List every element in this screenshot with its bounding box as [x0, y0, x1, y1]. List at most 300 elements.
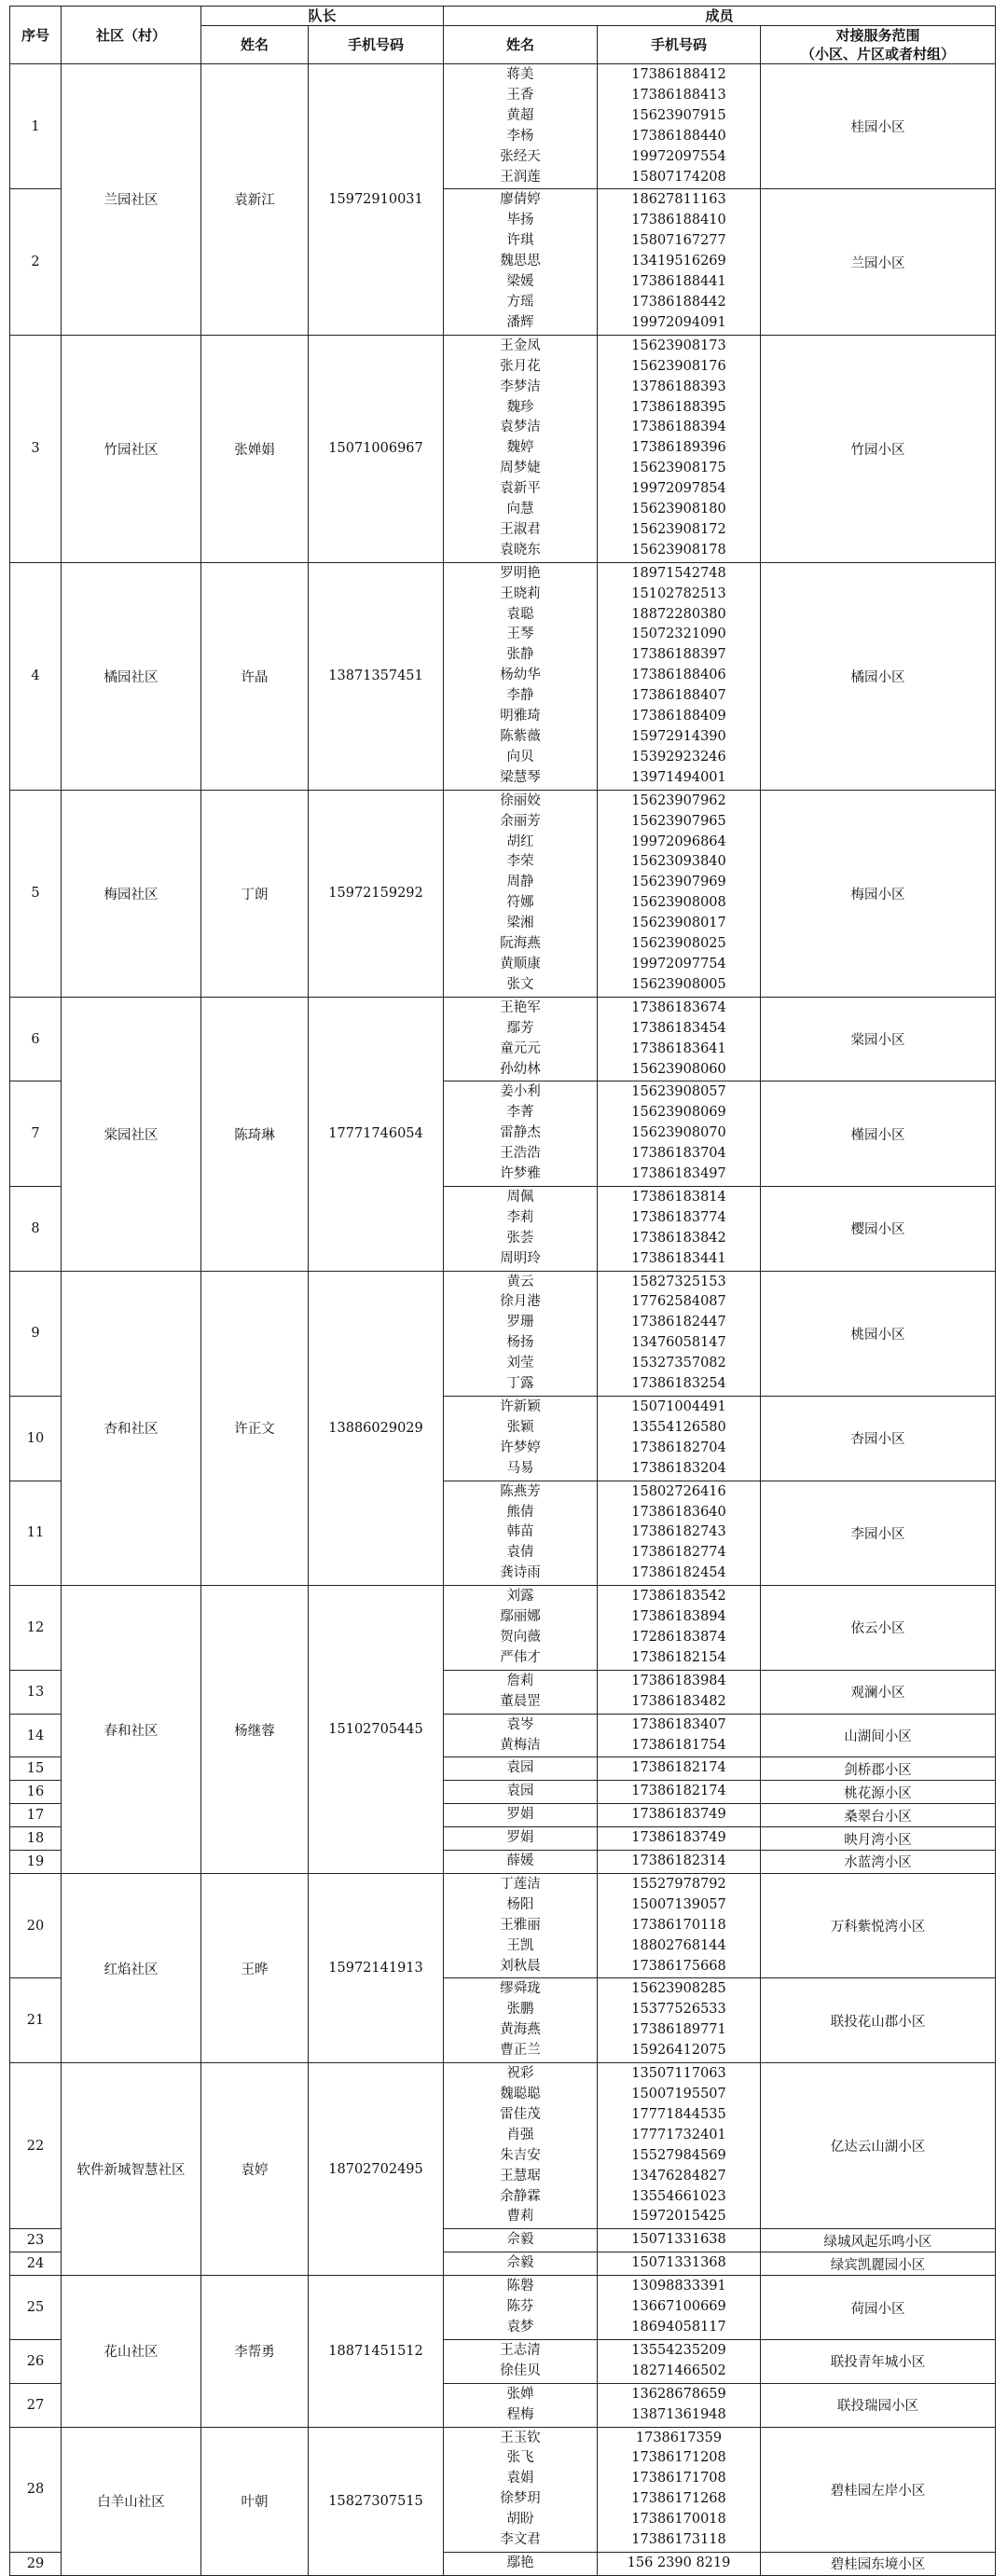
community-cell: 白羊山社区	[62, 2427, 201, 2575]
header-member-name: 姓名	[444, 26, 598, 64]
seq-cell: 26	[10, 2339, 62, 2383]
scope-cell: 桑翠台小区	[761, 1804, 996, 1827]
member-phone: 19972097554	[631, 148, 726, 164]
member-name: 严伟才	[500, 1649, 541, 1665]
member-phone: 17386183640	[631, 1504, 726, 1520]
member-phones	[598, 1873, 761, 1978]
member-phone: 13507117063	[631, 2066, 726, 2082]
member-phones	[598, 1714, 761, 1757]
member-name: 杨阳	[506, 1896, 534, 1912]
member-names	[444, 1081, 598, 1187]
member-name: 王琴	[506, 627, 534, 642]
member-phone: 13628678659	[631, 2386, 726, 2402]
member-phone: 17386183407	[631, 1716, 726, 1732]
member-name: 缪舜珑	[500, 1981, 541, 1997]
community-cell: 竹园社区	[62, 335, 201, 562]
member-phones	[598, 1481, 761, 1586]
member-name: 余静霖	[500, 2188, 541, 2204]
member-name: 王晓莉	[500, 585, 541, 601]
member-phone: 15623907915	[631, 107, 726, 123]
member-name: 王凯	[506, 1937, 534, 1953]
captain-name-cell: 杨继蓉	[201, 1586, 309, 1874]
member-name: 许新颖	[500, 1399, 541, 1414]
member-phones	[598, 1271, 761, 1396]
member-name: 周静	[506, 875, 534, 890]
member-phone: 13476058147	[631, 1335, 726, 1351]
member-name: 符娜	[506, 895, 534, 911]
member-phone: 17386183842	[631, 1230, 726, 1246]
member-name: 刘露	[506, 1589, 534, 1605]
member-phone: 18802768144	[631, 1937, 726, 1953]
captain-name-cell: 丁朗	[201, 790, 309, 997]
member-name: 毕扬	[506, 213, 534, 228]
member-name: 李杨	[506, 128, 534, 144]
member-names	[444, 1804, 598, 1827]
member-name: 许梦雅	[500, 1166, 541, 1182]
member-name: 方瑶	[506, 294, 534, 310]
member-name: 袁岑	[506, 1716, 534, 1732]
member-name: 蒋美	[506, 67, 534, 82]
member-names	[444, 1757, 598, 1781]
member-phones	[598, 2063, 761, 2229]
member-phone: 15623908180	[631, 502, 726, 517]
scope-cell: 樱园小区	[761, 1186, 996, 1271]
member-phone: 15926412075	[631, 2043, 726, 2059]
member-name: 刘莹	[506, 1356, 534, 1371]
captain-name-cell: 叶朝	[201, 2427, 309, 2575]
member-phone: 17386188413	[631, 87, 726, 103]
member-name: 袁聪	[506, 606, 534, 622]
captain-name-cell: 许正文	[201, 1271, 309, 1586]
member-phone: 17771844535	[631, 2106, 726, 2122]
member-phone: 15623908017	[631, 916, 726, 931]
member-names	[444, 1586, 598, 1671]
member-phone: 17386188394	[631, 420, 726, 435]
member-name: 黄云	[506, 1274, 534, 1289]
member-phones	[598, 2383, 761, 2427]
member-names	[444, 2383, 598, 2427]
seq-cell: 22	[10, 2063, 62, 2229]
member-name: 王雅丽	[500, 1917, 541, 1933]
member-name: 向慧	[506, 502, 534, 517]
member-phone: 17386183441	[631, 1250, 726, 1266]
member-names	[444, 2252, 598, 2276]
member-phone: 19972094091	[631, 314, 726, 330]
member-name: 詹莉	[506, 1673, 534, 1688]
member-name: 王香	[506, 87, 534, 103]
member-names	[444, 1851, 598, 1874]
member-name: 袁梦	[506, 2319, 534, 2335]
member-name: 徐丽姣	[500, 792, 541, 808]
member-name: 余丽芳	[500, 813, 541, 829]
member-name: 李梦洁	[500, 379, 541, 394]
seq-cell: 4	[10, 562, 62, 790]
member-name: 袁园	[506, 1784, 534, 1799]
member-name: 张飞	[506, 2450, 534, 2466]
member-names	[444, 1481, 598, 1586]
member-phone: 17386188395	[631, 399, 726, 415]
member-names	[444, 1670, 598, 1714]
scope-cell: 梅园小区	[761, 790, 996, 997]
member-name: 佘毅	[506, 2255, 534, 2271]
member-name: 韩苗	[506, 1524, 534, 1540]
member-name: 李菁	[506, 1105, 534, 1121]
member-phone: 15972015425	[631, 2209, 726, 2225]
captain-name-cell: 李帮勇	[201, 2276, 309, 2427]
member-phone: 17386183894	[631, 1609, 726, 1625]
seq-cell: 25	[10, 2276, 62, 2340]
header-captain: 队长	[201, 7, 444, 26]
member-phone: 17386183814	[631, 1189, 726, 1205]
scope-cell: 橘园小区	[761, 562, 996, 790]
member-name: 袁梦洁	[500, 420, 541, 435]
member-name: 董晨罡	[500, 1693, 541, 1709]
member-phone: 17386183454	[631, 1020, 726, 1036]
scope-cell: 联投瑞园小区	[761, 2383, 996, 2427]
community-cell: 软件新城智慧社区	[62, 2063, 201, 2276]
member-phones	[598, 1978, 761, 2063]
member-phone: 15392923246	[631, 749, 726, 765]
community-cell: 花山社区	[62, 2276, 201, 2427]
seq-cell: 14	[10, 1714, 62, 1757]
member-name: 罗娟	[506, 1807, 534, 1823]
seq-cell: 20	[10, 1873, 62, 1978]
member-phone: 17386188406	[631, 668, 726, 683]
member-phone: 17386188397	[631, 647, 726, 663]
member-name: 阮海燕	[500, 936, 541, 952]
member-name: 童元元	[500, 1040, 541, 1056]
member-phone: 17386173118	[631, 2532, 726, 2548]
member-name: 袁倩	[506, 1545, 534, 1561]
member-name: 向贝	[506, 749, 534, 765]
captain-phone-cell: 15972910031	[309, 64, 444, 336]
captain-name-cell: 袁新江	[201, 64, 309, 336]
seq-cell: 21	[10, 1978, 62, 2063]
scope-cell: 联投青年城小区	[761, 2339, 996, 2383]
member-phone: 15071331368	[631, 2255, 726, 2271]
member-name: 鄢芳	[506, 1020, 534, 1036]
scope-cell: 兰园小区	[761, 189, 996, 335]
member-names	[444, 1873, 598, 1978]
member-phone: 15802726416	[631, 1483, 726, 1499]
member-name: 王志清	[500, 2342, 541, 2358]
captain-name-cell: 许晶	[201, 562, 309, 790]
member-name: 张颖	[506, 1419, 534, 1435]
scope-cell: 映月湾小区	[761, 1827, 996, 1851]
member-name: 王淑君	[500, 521, 541, 537]
member-phones	[598, 335, 761, 562]
member-phone: 17286183874	[631, 1629, 726, 1645]
member-name: 王浩浩	[500, 1146, 541, 1162]
scope-cell: 槿园小区	[761, 1081, 996, 1187]
member-names	[444, 1186, 598, 1271]
member-name: 魏聪聪	[500, 2087, 541, 2101]
table-row	[10, 1586, 996, 1671]
member-phone: 15007195507	[631, 2087, 726, 2101]
table-row	[10, 335, 996, 562]
community-cell: 红焰社区	[62, 1873, 201, 2062]
member-name: 杨扬	[506, 1335, 534, 1351]
member-phone: 17386170118	[631, 1917, 726, 1933]
member-phone: 17386183641	[631, 1040, 726, 1056]
member-phone: 18271466502	[631, 2362, 726, 2378]
member-name: 孙幼林	[500, 1061, 541, 1077]
member-names	[444, 2339, 598, 2383]
seq-cell: 19	[10, 1851, 62, 1874]
member-phones	[598, 1827, 761, 1851]
member-phones	[598, 1781, 761, 1804]
member-names	[444, 2427, 598, 2552]
member-phone: 15623907965	[631, 813, 726, 829]
member-phone: 15623908060	[631, 1061, 726, 1077]
member-name: 梁慧琴	[500, 769, 541, 785]
member-name: 李文君	[500, 2532, 541, 2548]
member-phone: 15623907962	[631, 792, 726, 808]
member-name: 丁露	[506, 1376, 534, 1392]
captain-phone-cell: 15102705445	[309, 1586, 444, 1874]
member-phone: 17386183749	[631, 1830, 726, 1846]
member-phones	[598, 562, 761, 790]
member-phone: 17386171268	[631, 2491, 726, 2507]
member-names	[444, 189, 598, 335]
member-phones	[598, 1851, 761, 1874]
member-name: 廖倩婷	[500, 192, 541, 208]
captain-phone-cell: 15827307515	[309, 2427, 444, 2575]
scope-cell: 万科紫悦湾小区	[761, 1873, 996, 1978]
scope-cell: 水蓝湾小区	[761, 1851, 996, 1874]
community-cell: 春和社区	[62, 1586, 201, 1874]
member-names	[444, 2063, 598, 2229]
member-phone: 15623093840	[631, 854, 726, 870]
member-names	[444, 2229, 598, 2252]
member-phones	[598, 2276, 761, 2340]
member-phones	[598, 1586, 761, 1671]
member-phone: 13476284827	[631, 2168, 726, 2183]
scope-cell: 碧桂园东境小区	[761, 2552, 996, 2575]
member-names	[444, 1827, 598, 1851]
member-name: 李莉	[506, 1209, 534, 1225]
member-name: 徐佳贝	[500, 2362, 541, 2378]
service-team-table	[9, 6, 996, 2576]
member-name: 周梦婕	[500, 461, 541, 476]
table-row	[10, 2063, 996, 2229]
member-phone: 15007139057	[631, 1896, 726, 1912]
member-phone: 13419516269	[631, 254, 726, 269]
member-name: 黄梅洁	[500, 1737, 541, 1753]
seq-cell: 13	[10, 1670, 62, 1714]
member-phone: 15623908057	[631, 1084, 726, 1100]
member-name: 黄顺康	[500, 956, 541, 971]
member-name: 贺向薇	[500, 1629, 541, 1645]
member-name: 胡红	[506, 833, 534, 849]
member-phone: 19972096864	[631, 833, 726, 849]
scope-cell: 绿宾凯麗园小区	[761, 2252, 996, 2276]
header-scope: 对接服务范围 （小区、片区或者村组）	[761, 26, 996, 64]
member-phones	[598, 1670, 761, 1714]
member-phone: 17386183774	[631, 1209, 726, 1225]
member-phone: 17386188410	[631, 213, 726, 228]
member-phone: 15527978792	[631, 1876, 726, 1892]
member-phone: 15071331638	[631, 2232, 726, 2248]
table-row	[10, 1271, 996, 1396]
seq-cell: 28	[10, 2427, 62, 2552]
captain-phone-cell: 15972159292	[309, 790, 444, 997]
member-name: 雷佳茂	[500, 2106, 541, 2122]
member-phone: 17386183674	[631, 999, 726, 1015]
member-name: 梁湘	[506, 916, 534, 931]
member-phone: 15807167277	[631, 233, 726, 249]
member-phone: 15623907969	[631, 875, 726, 890]
member-phone: 15623908173	[631, 337, 726, 353]
member-names	[444, 790, 598, 997]
member-name: 潘辉	[506, 314, 534, 330]
member-phone: 18627811163	[631, 192, 726, 208]
member-phone: 17386182704	[631, 1440, 726, 1455]
member-phone: 17386182154	[631, 1649, 726, 1665]
member-names	[444, 1714, 598, 1757]
header-captain-phone: 手机号码	[309, 26, 444, 64]
member-name: 曹正兰	[500, 2043, 541, 2059]
member-phone: 17386182174	[631, 1784, 726, 1799]
member-name: 明雅琦	[500, 709, 541, 724]
member-name: 张荟	[506, 1230, 534, 1246]
member-name: 张静	[506, 647, 534, 663]
member-phone: 13554235209	[631, 2342, 726, 2358]
member-phone: 15623908025	[631, 936, 726, 952]
member-names	[444, 1978, 598, 2063]
scope-cell: 李园小区	[761, 1481, 996, 1586]
member-phones	[598, 2552, 761, 2575]
member-phone: 15827325153	[631, 1274, 726, 1289]
member-phones	[598, 1081, 761, 1187]
scope-cell: 依云小区	[761, 1586, 996, 1671]
table-row	[10, 2427, 996, 2552]
member-name: 雷静杰	[500, 1125, 541, 1141]
member-name: 朱吉安	[500, 2147, 541, 2163]
header-captain-name: 姓名	[201, 26, 309, 64]
member-name: 袁晓东	[500, 542, 541, 558]
member-phone: 17386170018	[631, 2512, 726, 2528]
seq-cell: 1	[10, 64, 62, 189]
member-name: 罗娟	[506, 1830, 534, 1846]
member-phones	[598, 2252, 761, 2276]
member-phone: 17386171708	[631, 2471, 726, 2486]
member-name: 陈芬	[506, 2299, 534, 2315]
member-name: 张经天	[500, 148, 541, 164]
member-phone: 15623908172	[631, 521, 726, 537]
captain-name-cell: 张婵娟	[201, 335, 309, 562]
member-phone: 17386182314	[631, 1853, 726, 1869]
member-phone: 17386182454	[631, 1565, 726, 1581]
scope-cell: 亿达云山湖小区	[761, 2063, 996, 2229]
member-phone: 17386188412	[631, 67, 726, 82]
member-phones	[598, 2339, 761, 2383]
member-phone: 17762584087	[631, 1294, 726, 1310]
member-name: 黄超	[506, 107, 534, 123]
member-name: 张文	[506, 976, 534, 992]
member-name: 马易	[506, 1460, 534, 1476]
member-phone: 13098833391	[631, 2279, 726, 2294]
member-names	[444, 562, 598, 790]
member-phone: 17386183482	[631, 1693, 726, 1709]
captain-phone-cell: 13886029029	[309, 1271, 444, 1586]
seq-cell: 16	[10, 1781, 62, 1804]
member-name: 徐月港	[500, 1294, 541, 1310]
seq-cell: 2	[10, 189, 62, 335]
header-member-phone: 手机号码	[598, 26, 761, 64]
community-cell: 兰园社区	[62, 64, 201, 336]
member-names	[444, 1397, 598, 1481]
member-name: 罗明艳	[500, 565, 541, 581]
member-name: 王金凤	[500, 337, 541, 353]
member-phone: 15623908070	[631, 1125, 726, 1141]
member-name: 梁媛	[506, 274, 534, 290]
member-name: 许梦婷	[500, 1440, 541, 1455]
member-phone: 17386188409	[631, 709, 726, 724]
member-name: 李荣	[506, 854, 534, 870]
member-phone: 19972097754	[631, 956, 726, 971]
scope-cell: 绿城风起乐鸣小区	[761, 2229, 996, 2252]
member-phone: 15377526533	[631, 2002, 726, 2018]
member-phone: 17386189396	[631, 440, 726, 456]
member-phone: 17386188442	[631, 294, 726, 310]
member-phones	[598, 2229, 761, 2252]
community-cell: 棠园社区	[62, 997, 201, 1271]
member-names	[444, 2276, 598, 2340]
member-name: 程梅	[506, 2406, 534, 2422]
seq-cell: 23	[10, 2229, 62, 2252]
scope-cell: 桃园小区	[761, 1271, 996, 1396]
community-cell: 橘园社区	[62, 562, 201, 790]
member-phone: 13786188393	[631, 379, 726, 394]
community-cell: 梅园社区	[62, 790, 201, 997]
member-name: 鄢艳	[506, 2555, 534, 2570]
member-phone: 13554661023	[631, 2188, 726, 2204]
member-name: 陈燕芳	[500, 1483, 541, 1499]
table-row	[10, 2276, 996, 2340]
table-row	[10, 562, 996, 790]
member-phone: 15972914390	[631, 729, 726, 744]
table-body	[10, 64, 996, 2576]
scope-cell: 观澜小区	[761, 1670, 996, 1714]
member-phone: 18872280380	[631, 606, 726, 622]
member-phone: 18971542748	[631, 565, 726, 581]
member-name: 魏婷	[506, 440, 534, 456]
seq-cell: 18	[10, 1827, 62, 1851]
member-name: 周明玲	[500, 1250, 541, 1266]
member-phone: 17386183704	[631, 1146, 726, 1162]
member-phone: 17386182774	[631, 1545, 726, 1561]
member-phone: 17386188441	[631, 274, 726, 290]
member-phone: 17386189771	[631, 2022, 726, 2038]
scope-cell: 联投花山郡小区	[761, 1978, 996, 2063]
member-name: 王慧琚	[500, 2168, 541, 2183]
seq-cell: 11	[10, 1481, 62, 1586]
scope-cell: 桂园小区	[761, 64, 996, 189]
seq-cell: 3	[10, 335, 62, 562]
scope-cell: 桃花源小区	[761, 1781, 996, 1804]
member-name: 胡盼	[506, 2512, 534, 2528]
member-name: 罗珊	[506, 1315, 534, 1330]
table-row	[10, 790, 996, 997]
member-phones	[598, 1804, 761, 1827]
member-phones	[598, 1397, 761, 1481]
member-phone: 15327357082	[631, 1356, 726, 1371]
member-name: 肖强	[506, 2127, 534, 2142]
seq-cell: 8	[10, 1186, 62, 1271]
member-phone: 15527984569	[631, 2147, 726, 2163]
member-phone: 15623908069	[631, 1105, 726, 1121]
